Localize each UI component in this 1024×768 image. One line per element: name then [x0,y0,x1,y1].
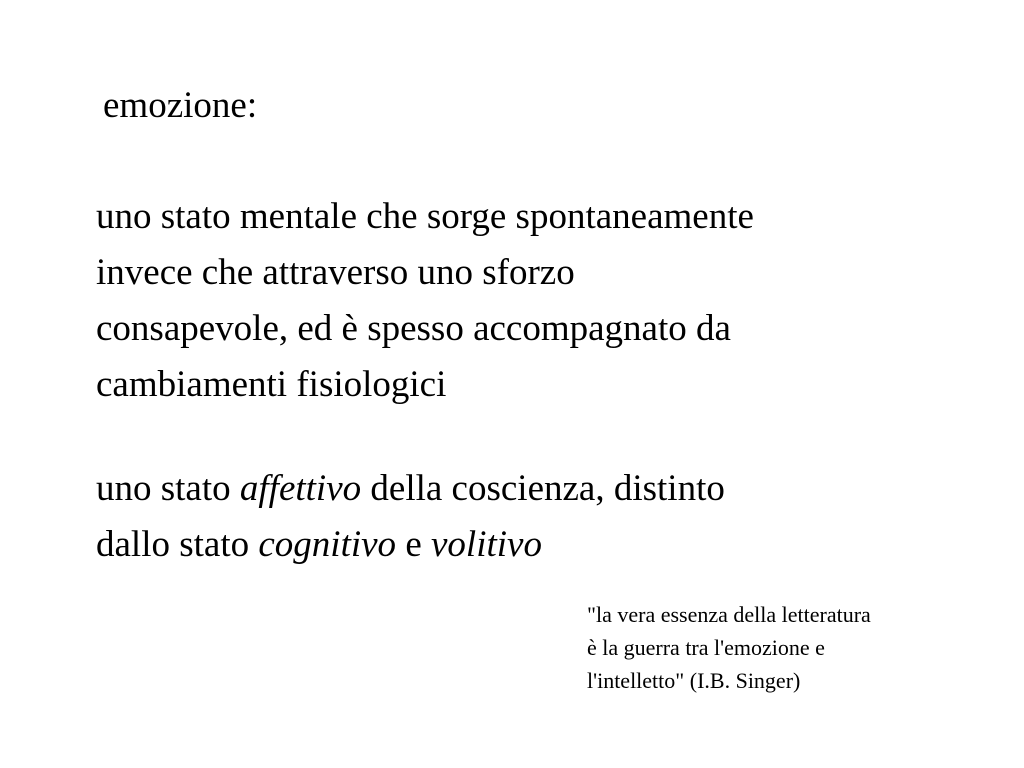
definition-2-line-1-suffix: della coscienza, distinto [361,468,725,509]
definition-2-line-2 [96,517,956,573]
definition-affective-state [96,461,956,573]
definition-1-line-3: consapevole, ed è spesso accompagnato da [96,308,731,349]
quote-line-3: l'intelletto" (I.B. Singer) [587,668,801,693]
definition-2-line-2-conjunction: e [396,524,431,565]
term-volitivo: volitivo [431,524,542,565]
definition-mental-state [96,189,956,413]
slide-heading: emozione: [103,85,258,126]
definition-2-line-2-prefix: dallo stato [96,524,259,565]
quote-line-1: "la vera essenza della letteratura [587,602,871,627]
term-cognitivo: cognitivo [258,524,397,565]
definition-1-line-2: invece che attraverso uno sforzo [96,252,575,293]
definition-2-line-1 [96,461,956,517]
quote-line-2: è la guerra tra l'emozione e [587,635,825,660]
definition-1-line-1: uno stato mentale che sorge spontaneamente [96,196,754,237]
singer-quote [587,598,871,697]
term-affettivo: affettivo [239,468,362,509]
definition-2-line-1-prefix: uno stato [96,468,240,509]
definition-1-line-4: cambiamenti fisiologici [96,364,447,405]
